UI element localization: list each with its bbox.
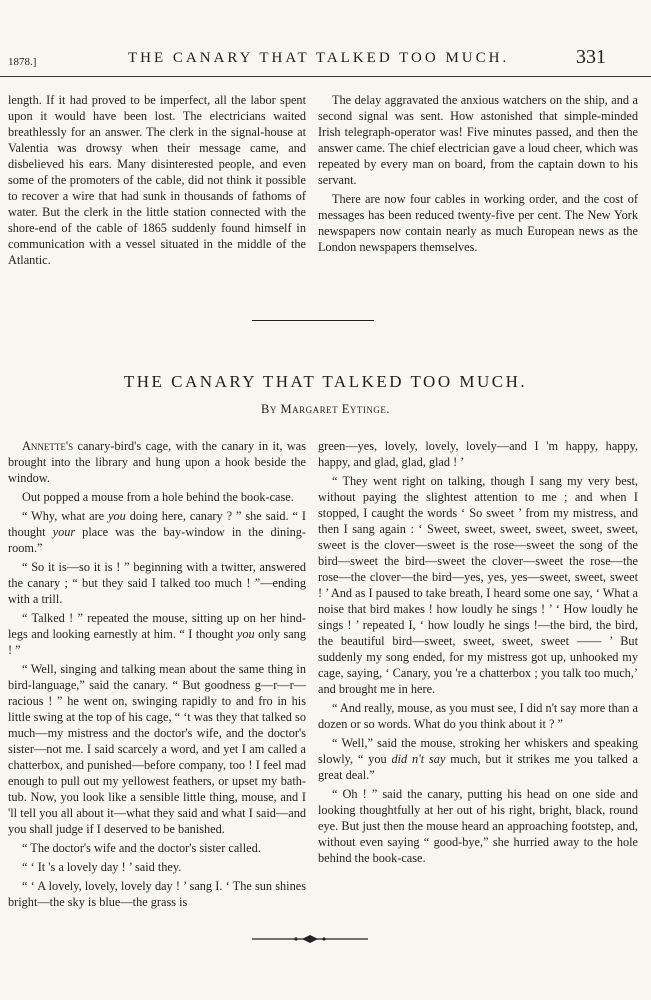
article-column-1 (8, 438, 306, 913)
page-number: 331 (576, 46, 606, 68)
paragraph: The delay aggravated the anxious watchers on the ship, and a second signal was sent. How astonished that simple-minded Irish telegraph-operator was! Five minutes passed, and then the answer came. The chief electrician gave a loud cheer, which was repeated by every man on board, from the captain down to his servant. (318, 93, 638, 187)
paragraph: “ So it is—so it is ! ” beginning with a twitter, answered the canary ; “ but they said I talked too much ! ”—ending with a trill. (8, 560, 306, 606)
article-title: THE CANARY THAT TALKED TOO MUCH. (123, 372, 528, 391)
paragraph: Annette's canary-bird's cage, with the canary in it, was brought into the library and hung upon a hook beside the window. (8, 439, 306, 485)
article-column-2 (318, 438, 638, 869)
running-title: THE CANARY THAT TALKED TOO MUCH. (128, 50, 510, 66)
paragraph: “ ‘ A lovely, lovely, lovely day ! ’ sang I. ‘ The sun shines bright—the sky is blue—the grass is (8, 879, 306, 909)
paragraph: Out popped a mouse from a hole behind the book-case. (22, 490, 294, 504)
prev-article-column-1 (8, 92, 306, 271)
prev-article-column-2 (318, 92, 638, 258)
paragraph: length. If it had proved to be imperfect, all the labor spent upon it would have been lost. The electricians waited breathlessly for an answer. The clerk in the signal-house at Valentia was drowsy when their message came, and disbelieved his ears. Many disinterested people, and even some of the promoters of the cable, did not think it possible to recover a wire that had sunk in thousands of fathoms of water. But the clerk in the little station connected with the shore-end of the cable of 1865 suddenly found himself in communication with a vessel situated in the middle of the Atlantic. (8, 93, 306, 267)
paragraph: green—yes, lovely, lovely, lovely—and I 'm happy, happy, happy, and glad, glad, glad ! ’ (318, 439, 638, 469)
paragraph: “ ‘ It 's a lovely day ! ’ said they. (22, 860, 182, 874)
paragraph: “ Why, what are you doing here, canary ? ” she said. “ I thought your place was the bay-window in the dining-room.” (8, 509, 307, 555)
byline (0, 402, 651, 417)
paragraph: “ The doctor's wife and the doctor's sister called. (22, 841, 261, 855)
byline-prefix: By (261, 402, 277, 416)
header-rule (0, 76, 651, 77)
opening-word: Annette's (22, 439, 74, 453)
paragraph: “ Oh ! ” said the canary, putting his head on one side and looking thoughtfully at her out of his right, bright, black, round eye. But just then the mouse heard an approaching footstep, and, without even saying “ good-bye,” she hurried away to the hole behind the book-case. (318, 787, 638, 865)
end-ornament (252, 934, 368, 944)
issue-date: 1878.] (8, 56, 37, 68)
paragraph: “ They went right on talking, though I sang my very best, without paying the slightest attention to me ; and when I stopped, I caught the words ‘ So sweet ’ from my mistress, and then I sang again : ‘ Sweet, sweet, sweet, sweet, sweet, sweet, sweet is the clover—sweet is the rose—sweet the song of the bird—sweet the bird—sweet the clover—sweet the rose—the rose—the clover—the bird—yes, yes, yes—sweet, sweet, sweet ! ’ And as I paused to take breath, I heard some one say, ‘ What a noise that bird makes ! how loudly he sings ! ’ ‘ How loudly he sings ! ’ repeated I, ‘ how loudly he sings !—the bird, the bird, the beautiful bird—sweet, sweet, sweet, sweet —— ’ But suddenly my song ended, for my mistress got up, unhooked my cage, saying, ‘ Canary, you 're a chatterbox ; you talk too much,’ and brought me in here. (318, 474, 638, 696)
paragraph: “ Talked ! ” repeated the mouse, sitting up on her hind-legs and looking earnestly at him. “ I thought you only sang ! ” (8, 611, 306, 657)
author-name: Margaret Eytinge. (280, 402, 390, 416)
paragraph: There are now four cables in working order, and the cost of messages has been reduced twenty-five per cent. The New York newspapers now contain nearly as much European news as the London newspapers themselves. (318, 192, 638, 254)
paragraph: “ And really, mouse, as you must see, I did n't say more than a dozen or so words. What do you think about it ? ” (318, 701, 638, 731)
section-divider (252, 320, 374, 321)
paragraph: “ Well, singing and talking mean about the same thing in bird-language,” said the canary. “ But goodness g—r—r—racious ! ” he went on, swinging rapidly to and fro in his little swing at the top of his cage, “ ‘t was they that talked so much—my mistress and the doctor's wife, and the doctor's sister—not me. I said scarcely a word, and yet I am called a chatterbox, and punished—before company, too ! I feel mad enough to pull out my yellowest feathers, or upset my bath-tub. Now, you look like a sensible little thing, mouse, and I 'll tell you all about it—what they said and what I said—and you shall judge if I deserved to be banished. (8, 662, 306, 836)
running-header (0, 44, 651, 74)
paragraph: “ Well,” said the mouse, stroking her whiskers and speaking slowly, “ you did n't say much, but it strikes me you talked a great deal.” (318, 736, 638, 782)
